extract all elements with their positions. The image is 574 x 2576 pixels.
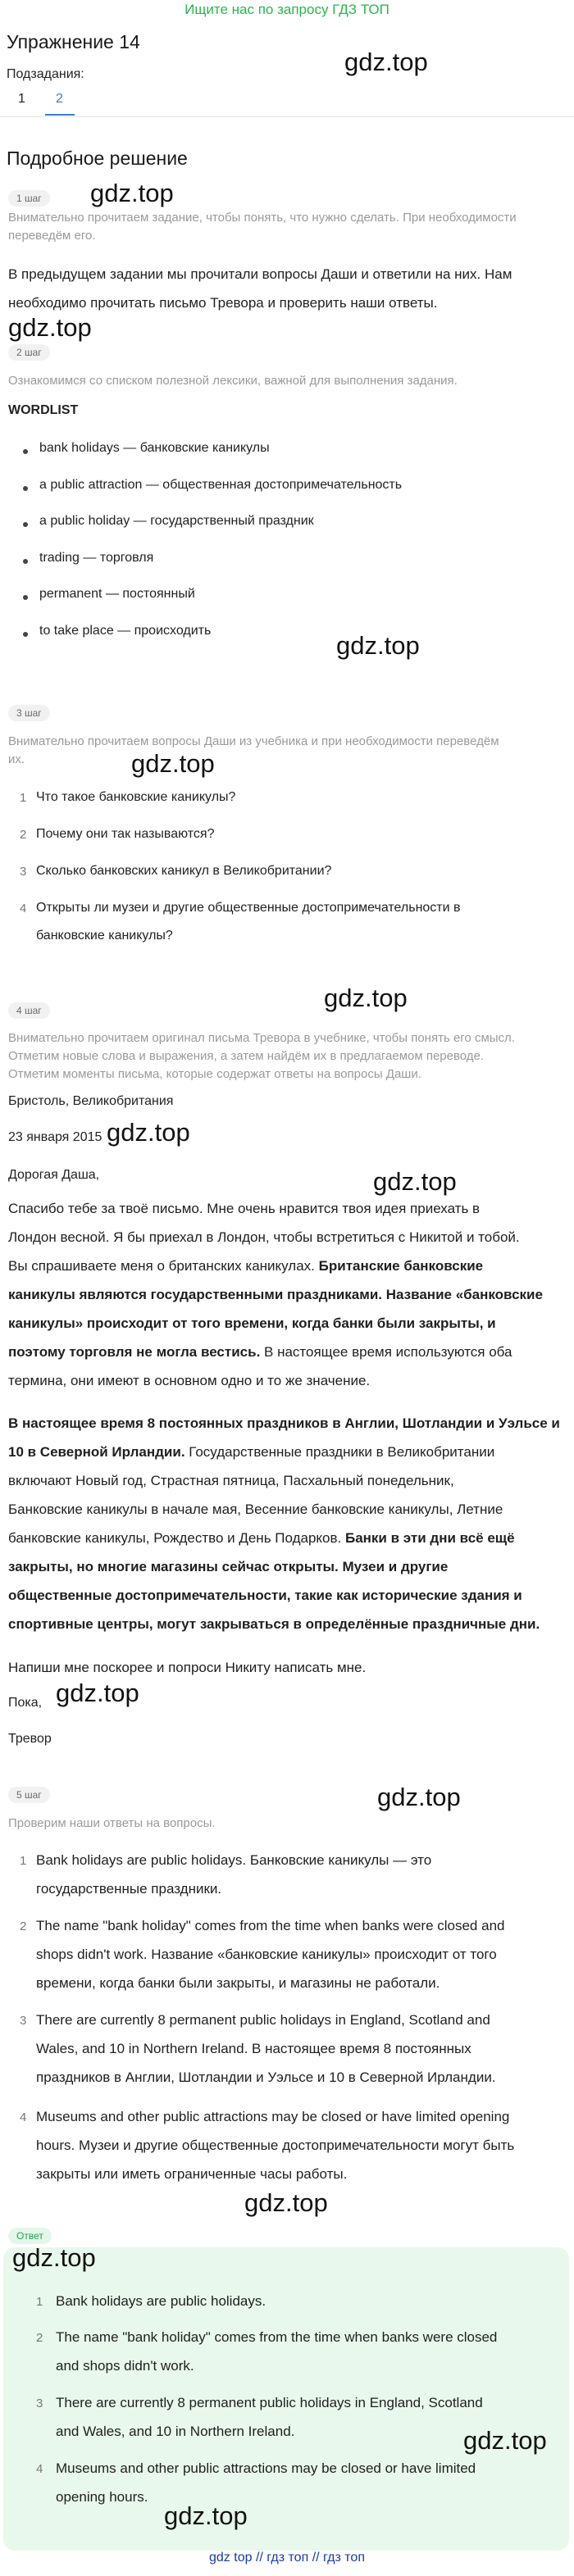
list-number: 3 — [36, 2397, 43, 2410]
step-badge: 3 шаг — [8, 705, 50, 721]
letter-line — [8, 1555, 448, 1579]
step-badge: 1 шаг — [8, 190, 50, 207]
letter-line: Спасибо тебе за твоё письмо. Мне очень нравится твоя идея приехать в — [8, 1201, 481, 1216]
letter-bold: Банки в эти дни всё ещё — [344, 1530, 515, 1546]
letter-line: Лондон весной. Я бы приехал в Лондон, чтобы встретиться с Никитой и тобой. — [8, 1229, 520, 1245]
step-hint: Ознакомимся со списком полезной лексики, важной для выполнения задания. — [8, 374, 458, 388]
question-item: Открыты ли музеи и другие общественные достопримечательности в — [36, 901, 461, 915]
letter-line — [8, 1254, 483, 1279]
letter-bold: общественные достопримечательности, такие как исторические здания и — [8, 1588, 522, 1603]
list-number: 4 — [20, 902, 27, 915]
letter-bold: 10 в Северной Ирландии. — [8, 1444, 185, 1460]
subtasks-label: Подзадания: — [7, 67, 84, 81]
footer-link[interactable]: гдз топ — [266, 2551, 309, 2565]
letter-line — [8, 1526, 515, 1551]
answer-line: opening hours. — [56, 2489, 148, 2505]
letter-bold: В настоящее время 8 постоянных праздников в Англии, Шотландии и Уэльсе и — [8, 1415, 560, 1431]
answer-line: hours. Музеи и другие общественные достопримечательности могут быть — [36, 2138, 515, 2153]
letter-bold: закрыты, но многие магазины сейчас открыты. Музеи и другие — [8, 1559, 449, 1574]
letter-line: Напиши мне поскорее и попроси Никиту написать мне. — [8, 1660, 367, 1675]
footer-separator: // — [312, 2551, 320, 2565]
answer-line: The name "bank holiday" comes from the time when banks were closed — [56, 2329, 498, 2345]
step-badge: 2 шаг — [8, 344, 50, 361]
bullet — [23, 632, 28, 637]
answer-line: Museums and other public attractions may be closed or have limited opening — [36, 2109, 510, 2124]
answer-line: shops didn't work. Название «банковские каникулы» происходит от того — [36, 1947, 497, 1962]
letter-bold: спортивные центры, могут закрываться в определённые праздничные дни. — [8, 1616, 540, 1632]
letter-line: включают Новый год, Страстная пятница, Пасхальный понедельник, — [8, 1473, 454, 1488]
step-hint: Отметим моменты письма, которые содержат ответы на вопросы Даши. — [8, 1067, 421, 1081]
letter-bold: каникулы» происходит от того времени, когда банки были закрыты, и — [8, 1315, 496, 1331]
wordlist-item: a public attraction — общественная достопримечательность — [39, 478, 403, 492]
solution-title: Подробное решение — [7, 148, 188, 169]
step-badge: 4 шаг — [8, 1002, 50, 1019]
letter-greeting: Дорогая Даша, — [8, 1168, 100, 1182]
letter-line — [8, 1583, 522, 1608]
watermark: gdz.top — [324, 984, 408, 1012]
tab-subtask-1[interactable]: 1 — [18, 92, 25, 106]
letter-line — [8, 1411, 560, 1436]
answer-line: праздников в Англии, Шотландии и Уэльсе и 10 в Северной Ирландии. — [36, 2069, 496, 2085]
letter-text: В настоящее время используются оба — [260, 1344, 512, 1360]
letter-line — [8, 1340, 512, 1365]
wordlist-item: a public holiday — государственный праздник — [39, 514, 314, 528]
letter-bold: поэтому торговля не могла вестись. — [8, 1344, 261, 1360]
bullet — [23, 522, 28, 527]
list-number: 3 — [20, 865, 27, 879]
page-title: Упражнение 14 — [7, 31, 140, 52]
answer-line: Bank holidays are public holidays. Банковские каникулы — это — [36, 1852, 432, 1868]
answer-line: времени, когда банки были закрыты, и магазины не работали. — [36, 1975, 440, 1991]
step-hint: Внимательно прочитаем вопросы Даши из учебника и при необходимости переведём — [8, 734, 499, 748]
wordlist-item: to take place — происходить — [39, 624, 212, 638]
bullet — [23, 595, 28, 600]
letter-city: Бристоль, Великобритания — [8, 1094, 174, 1108]
wordlist-item: bank holidays — банковские каникулы — [39, 441, 270, 455]
list-number: 1 — [20, 1854, 27, 1868]
answer-line: Wales, and 10 in Northern Ireland. В настоящее время 8 постоянных — [36, 2041, 472, 2056]
watermark: gdz.top — [131, 749, 215, 778]
list-number: 4 — [36, 2462, 43, 2476]
answer-line: There are currently 8 permanent public holidays in England, Scotland and — [36, 2012, 490, 2028]
watermark: gdz.top — [336, 631, 420, 660]
answer-line: There are currently 8 permanent public holidays in England, Scotland — [56, 2395, 483, 2410]
question-item: Сколько банковских каникул в Великобритании? — [36, 864, 332, 878]
list-number: 1 — [36, 2295, 43, 2309]
bullet — [23, 449, 28, 454]
letter-date: 23 января 2015 — [8, 1130, 102, 1144]
footer-link[interactable]: гдз топ — [323, 2551, 365, 2565]
letter-bye: Пока, — [8, 1696, 43, 1710]
letter-line: термина, они имеют в основном одно и то же значение. — [8, 1373, 371, 1388]
step-hint: Внимательно прочитаем задание, чтобы понять, что нужно сделать. При необходимости переведём его. — [8, 211, 517, 243]
letter-line — [8, 1311, 496, 1336]
wordlist-item: trading — торговля — [39, 551, 154, 565]
letter-text: Вы спрашиваете меня о британских каникулах. — [8, 1258, 319, 1274]
footer-link[interactable]: gdz top — [209, 2551, 253, 2565]
list-number: 1 — [20, 791, 27, 805]
watermark: gdz.top — [12, 2243, 96, 2272]
top-banner[interactable]: Ищите нас по запросу ГДЗ ТОП — [184, 2, 390, 17]
letter-line — [8, 1440, 494, 1465]
question-item: банковские каникулы? — [36, 929, 173, 943]
letter-line — [8, 1612, 540, 1637]
watermark: gdz.top — [8, 313, 92, 342]
answer-line: The name "bank holiday" comes from the time when banks were closed and — [36, 1918, 505, 1933]
answer-line: and Wales, and 10 in Northern Ireland. — [56, 2424, 295, 2439]
divider — [0, 116, 574, 117]
list-number: 2 — [20, 828, 27, 842]
watermark: gdz.top — [244, 2188, 328, 2217]
wordlist-title: WORDLIST — [8, 403, 79, 417]
answer-line: Bank holidays are public holidays. — [56, 2293, 266, 2309]
watermark: gdz.top — [463, 2426, 547, 2455]
step-hint: Отметим новые слова и выражения, а затем найдём их в предлагаемом переводе. — [8, 1049, 485, 1063]
bullet — [23, 486, 28, 491]
answer-line: and shops didn't work. — [56, 2358, 194, 2374]
list-number: 3 — [20, 2014, 27, 2028]
bullet — [23, 559, 28, 564]
list-number: 2 — [20, 1920, 27, 1933]
active-tab-indicator — [45, 114, 75, 116]
letter-line: Банковские каникулы в начале мая, Весенние банковские каникулы, Летние — [8, 1502, 503, 1517]
list-number: 2 — [36, 2331, 43, 2345]
letter-bold: каникулы являются государственными праздниками. Название «банковские — [8, 1287, 543, 1302]
watermark: gdz.top — [164, 2501, 248, 2530]
paragraph: В предыдущем задании мы прочитали вопросы Даши и ответили на них. Нам — [8, 266, 512, 282]
letter-line — [8, 1283, 543, 1307]
watermark: gdz.top — [56, 1679, 139, 1707]
answer-line: государственные праздники. — [36, 1881, 222, 1897]
watermark: gdz.top — [377, 1783, 461, 1811]
watermark: gdz.top — [344, 48, 428, 76]
letter-signature: Тревор — [8, 1732, 52, 1746]
step-hint: Внимательно прочитаем оригинал письма Тревора в учебнике, чтобы понять его смысл. — [8, 1031, 515, 1045]
answer-line: Museums and other public attractions may be closed or have limited — [56, 2460, 476, 2476]
footer-separator: // — [255, 2551, 263, 2565]
watermark: gdz.top — [107, 1118, 190, 1147]
tab-subtask-2[interactable]: 2 — [56, 92, 63, 106]
letter-text: Государственные праздники в Великобритании — [184, 1444, 495, 1460]
letter-bold: Британские банковские — [318, 1258, 484, 1274]
watermark: gdz.top — [373, 1167, 457, 1196]
wordlist-item: permanent — постоянный — [39, 587, 195, 601]
question-item: Что такое банковские каникулы? — [36, 790, 236, 804]
watermark: gdz.top — [90, 179, 174, 207]
footer-links — [0, 2551, 574, 2565]
step-hint: их. — [8, 752, 25, 766]
paragraph: необходимо прочитать письмо Тревора и проверить наши ответы. — [8, 295, 438, 311]
answer-line: закрыты или иметь ограниченные часы работы. — [36, 2166, 348, 2182]
question-item: Почему они так называются? — [36, 827, 215, 841]
letter-text: банковские каникулы, Рождество и День Подарков. — [8, 1530, 345, 1546]
step-hint: Проверим наши ответы на вопросы. — [8, 1816, 216, 1830]
step-badge: 5 шаг — [8, 1787, 50, 1803]
answer-badge: Ответ — [8, 2228, 52, 2244]
list-number: 4 — [20, 2110, 27, 2124]
